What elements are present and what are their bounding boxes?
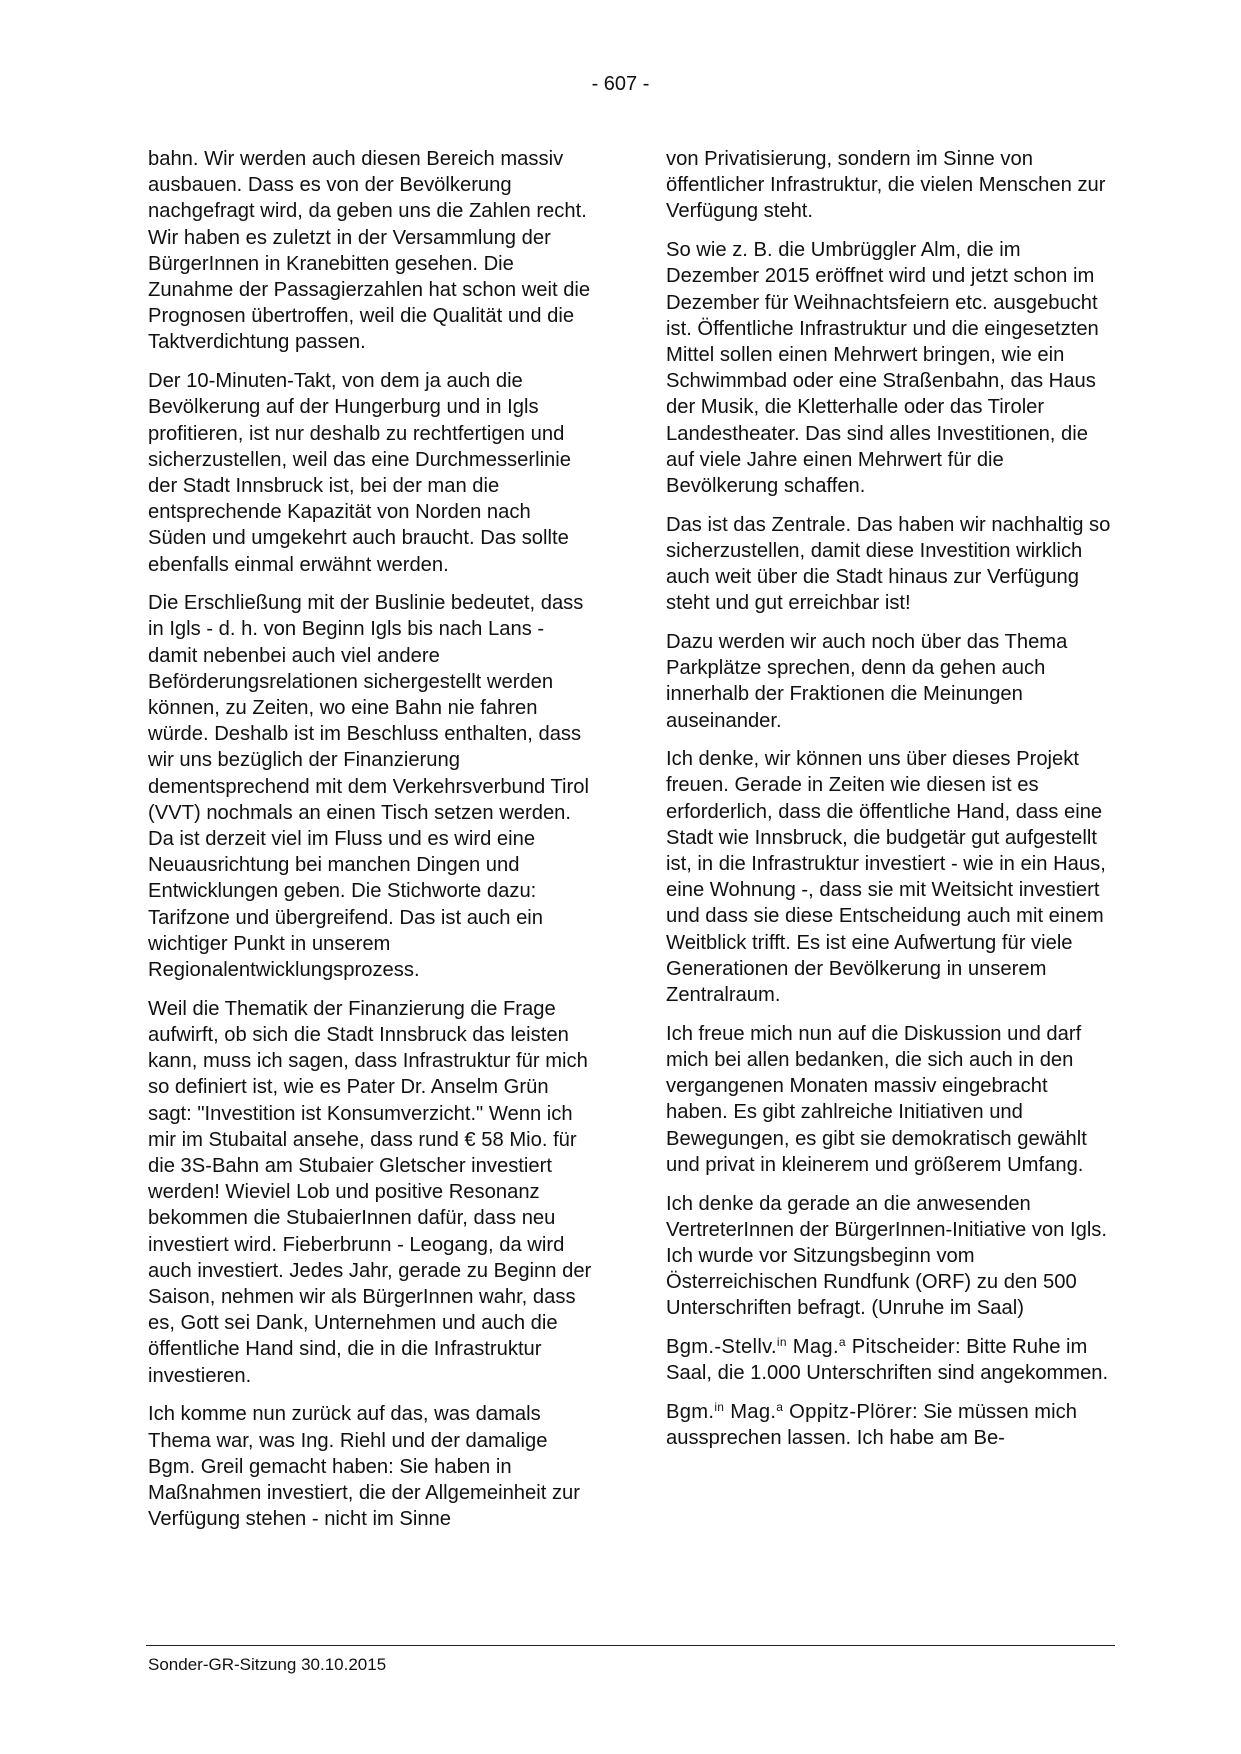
- speaker-degree: Mag.: [724, 1400, 777, 1423]
- paragraph: Ich denke, wir können uns über dieses Projekt freuen. Gerade in Zeiten wie diesen ist es erforderlich, dass die öffentliche Hand, dass eine Stadt wie Innsbruck, die budgetär gut aufgestellt ist, in die Infrastruktur investiert - wie in ein Haus, eine Wohnung -, dass sie mit Weitsicht investiert und dass sie diese Entscheidung auch mit einem Weitblick trifft. Es ist eine Aufwertung für viele Generationen der Bevölkerung in unserem Zentralraum.: [666, 748, 1106, 1007]
- paragraph: Ich komme nun zurück auf das, was damals Thema war, was Ing. Riehl und der damalige Bgm. Greil gemacht haben: Sie haben in Maßnahmen investiert, die der Allgemeinheit zur Verfügung stehen - nicht im Sinne: [148, 1403, 580, 1531]
- speaker-title-suffix: in: [776, 1335, 787, 1350]
- speaker-degree: Mag.: [786, 1336, 839, 1359]
- paragraph: Das ist das Zentrale. Das haben wir nachhaltig so sicherzustellen, damit diese Investition wirklich auch weit über die Stadt hinaus zur Verfügung steht und gut erreichbar ist!: [666, 513, 1111, 615]
- speech-text: : Bitte Ruhe im Saal, die 1.000 Unterschriften sind angekommen.: [666, 1336, 1109, 1385]
- paragraph: Ich freue mich nun auf die Diskussion und darf mich bei allen bedanken, die sich auch in den vergangenen Monaten massiv eingebracht haben. Es gibt zahlreiche Initiativen und Bewegungen, es gibt sie demokratisch gewählt und privat in kleinerem und größerem Umfang.: [666, 1022, 1087, 1176]
- speaker-name: [666, 1401, 912, 1423]
- left-column: [148, 146, 593, 1545]
- speaker-paragraph: [666, 1334, 1111, 1386]
- speech-text: : Sie müssen mich aussprechen lassen. Ich habe am Be-: [666, 1400, 1077, 1450]
- speaker-paragraph: [666, 1399, 1111, 1451]
- paragraph: Weil die Thematik der Finanzierung die Frage aufwirft, ob sich die Stadt Innsbruck das leisten kann, muss ich sagen, dass Infrastruktur für mich so definiert ist, wie es Pater Dr. Anselm Grün sagt: "Investition ist Konsumverzicht." Wenn ich mir im Stubaital ansehe, dass rund € 58 Mio. für die 3S-Bahn am Stubaier Gletscher investiert werden! Wieviel Lob und positive Resonanz bekommen die StubaierInnen dafür, dass neu investiert wird. Fieberbrunn - Leogang, da wird auch investiert. Jedes Jahr, gerade zu Beginn der Saison, nehmen wir als BürgerInnen wahr, dass es, Gott sei Dank, Unternehmen und auch die öffentliche Hand sind, die in die Infrastruktur investieren.: [148, 997, 592, 1387]
- paragraph: Die Erschließung mit der Buslinie bedeutet, dass in Igls - d. h. von Beginn Igls bis nach Lans - damit nebenbei auch viel andere Beförderungsrelationen sichergestellt werden können, zu Zeiten, wo eine Bahn nie fahren würde. Deshalb ist im Beschluss enthalten, dass wir uns bezüglich der Finanzierung dementsprechend mit dem Verkehrsverbund Tirol (VVT) nochmals an einen Tisch setzen werden. Da ist derzeit viel im Fluss und es wird eine Neuausrichtung bei manchen Dingen und Entwicklungen geben. Die Stichworte dazu: Tarifzone und übergreifend. Das ist auch ein wichtiger Punkt in unserem Regionalentwicklungsprozess.: [148, 592, 589, 982]
- footer-session-label: Sonder-GR-Sitzung 30.10.2015: [148, 1655, 387, 1674]
- speaker-surname: Oppitz-Plörer: [783, 1400, 912, 1423]
- speaker-name: [666, 1336, 955, 1358]
- paragraph: von Privatisierung, sondern im Sinne von öffentlicher Infrastruktur, die vielen Menschen zur Verfügung steht.: [666, 148, 1106, 223]
- paragraph: Dazu werden wir auch noch über das Thema Parkplätze sprechen, denn da gehen auch innerhalb der Fraktionen die Meinungen auseinander.: [666, 630, 1068, 732]
- paragraph: Ich denke da gerade an die anwesenden VertreterInnen der BürgerInnen-Initiative von Igls. Ich wurde vor Sitzungsbeginn vom Österreichischen Rundfunk (ORF) zu den 500 Unterschriften befragt. (Unruhe im Saal): [666, 1192, 1108, 1320]
- speaker-degree-suffix: a: [838, 1335, 846, 1350]
- paragraph: bahn. Wir werden auch diesen Bereich massiv ausbauen. Dass es von der Bevölkerung nachgefragt wird, da geben uns die Zahlen recht. Wir haben es zuletzt in der Versammlung der BürgerInnen in Kranebitten gesehen. Die Zunahme der Passagierzahlen hat schon weit die Prognosen übertroffen, weil die Qualität und die Taktverdichtung passen.: [148, 148, 591, 354]
- speaker-title-suffix: in: [714, 1399, 725, 1414]
- speaker-degree-suffix: a: [776, 1399, 784, 1414]
- paragraph: So wie z. B. die Umbrüggler Alm, die im Dezember 2015 eröffnet wird und jetzt schon im Dezember für Weihnachtsfeiern etc. ausgebucht ist. Öffentliche Infrastruktur und die eingesetzten Mittel sollen einen Mehrwert bringen, wie ein Schwimmbad oder eine Straßenbahn, das Haus der Musik, die Kletterhalle oder das Tiroler Landestheater. Das sind alles Investitionen, die auf viele Jahre einen Mehrwert für die Bevölkerung schaffen.: [666, 239, 1099, 497]
- speaker-title: Bgm.-Stellv.: [666, 1336, 777, 1359]
- paragraph: Der 10-Minuten-Takt, von dem ja auch die Bevölkerung auf der Hungerburg und in Igls profitieren, ist nur deshalb zu rechtfertigen und sicherzustellen, weil das eine Durchmesserlinie der Stadt Innsbruck ist, bei der man die entsprechende Kapazität von Norden nach Süden und umgekehrt auch braucht. Das sollte ebenfalls einmal erwähnt werden.: [148, 370, 572, 576]
- right-column: [666, 146, 1111, 1464]
- speaker-title: Bgm.: [666, 1400, 715, 1423]
- footer-divider: [146, 1645, 1115, 1646]
- speaker-surname: Pitscheider: [845, 1336, 955, 1359]
- page-number: - 607 -: [591, 73, 650, 95]
